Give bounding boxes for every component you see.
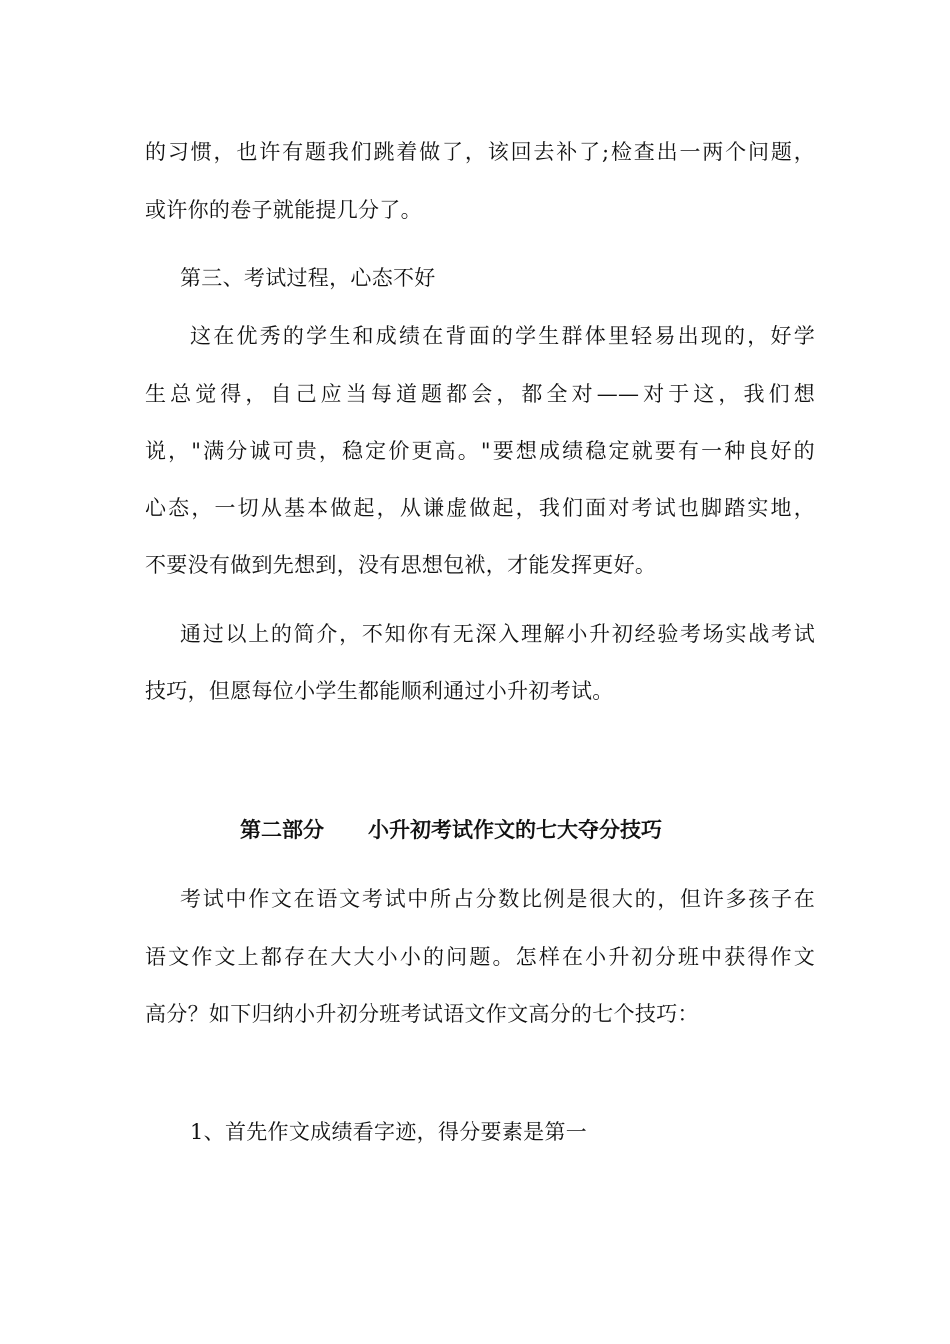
paragraph-1-line-1: 的习惯，也许有题我们跳着做了，该回去补了;检查出一两个问题， [145, 140, 815, 164]
paragraph-2-line-4: 心态，一切从基本做起，从谦虚做起，我们面对考试也脚踏实地， [145, 496, 815, 520]
section-3-title: 第三、考试过程，心态不好 [180, 266, 436, 290]
paragraph-2-line-3: 说，"满分诚可贵，稳定价更高。"要想成绩稳定就要有一种良好的 [145, 439, 815, 463]
part-2-title: 小升初考试作文的七大夺分技巧 [368, 817, 662, 842]
paragraph-4-line-3: 高分？如下归纳小升初分班考试语文作文高分的七个技巧： [145, 1002, 699, 1026]
paragraph-1-line-2: 或许你的卷子就能提几分了。 [145, 198, 422, 222]
part-2-label: 第二部分 [240, 817, 324, 842]
list-item-1: 1、首先作文成绩看字迹，得分要素是第一 [190, 1120, 588, 1144]
paragraph-2-line-2: 生总觉得，自己应当每道题都会，都全对——对于这，我们想 [145, 382, 815, 406]
paragraph-2-line-5: 不要没有做到先想到，没有思想包袱，才能发挥更好。 [145, 553, 657, 577]
paragraph-4-line-1: 考试中作文在语文考试中所占分数比例是很大的，但许多孩子在 [180, 887, 815, 911]
paragraph-3-line-1: 通过以上的简介，不知你有无深入理解小升初经验考场实战考试 [180, 622, 815, 646]
paragraph-4-line-2: 语文作文上都存在大大小小的问题。怎样在小升初分班中获得作文 [145, 945, 815, 969]
paragraph-2-line-1: 这在优秀的学生和成绩在背面的学生群体里轻易出现的，好学 [190, 324, 815, 348]
part-2-heading [240, 815, 662, 845]
paragraph-3-line-2: 技巧，但愿每位小学生都能顺利通过小升初考试。 [145, 679, 614, 703]
